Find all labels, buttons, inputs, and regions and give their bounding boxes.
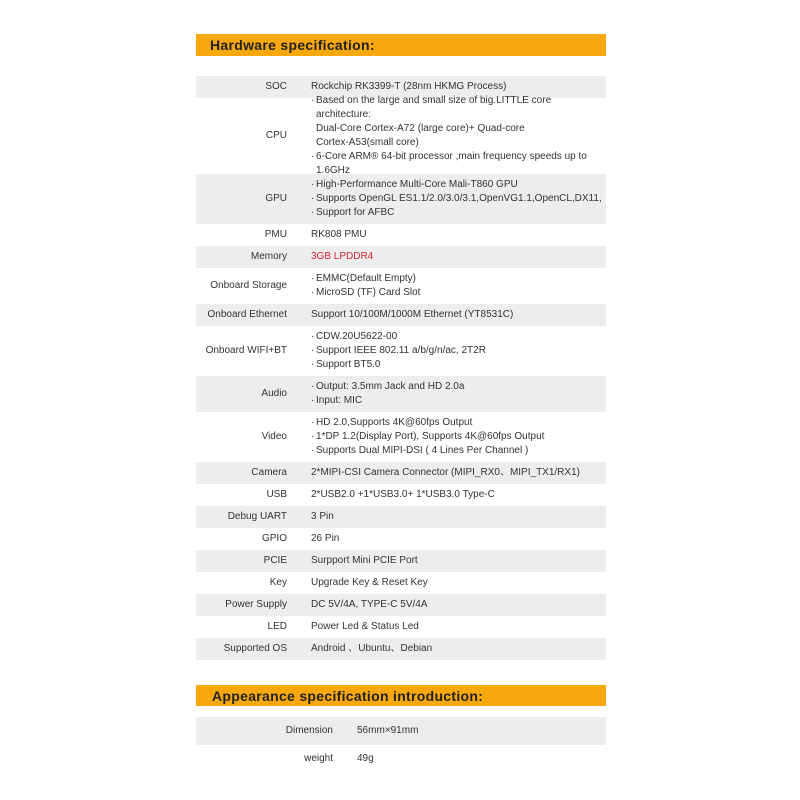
- spec-value-line: Surpport Mini PCIE Port: [311, 555, 418, 566]
- spec-value-line: · Input: MIC: [311, 394, 606, 408]
- spec-value-line: · Support for AFBC: [311, 206, 606, 220]
- spec-value: [295, 174, 606, 224]
- spec-value-line: Dual-Core Cortex-A72 (large core)+ Quad-core: [316, 123, 525, 134]
- spec-value: [295, 376, 606, 412]
- spec-value-line: 3GB LPDDR4: [311, 251, 374, 262]
- spec-label: CPU: [265, 130, 287, 141]
- spec-value: [295, 268, 606, 304]
- spec-value-line: Support 10/100M/1000M Ethernet (YT8531C): [311, 309, 514, 320]
- spec-label: SOC: [265, 81, 287, 92]
- spec-value: [341, 745, 606, 773]
- hardware-spec-table: [196, 76, 606, 660]
- spec-row-pcie: [196, 550, 606, 572]
- spec-label: Video: [261, 431, 287, 442]
- spec-label: GPU: [265, 193, 287, 204]
- spec-row-pmu: [196, 224, 606, 246]
- spec-row-onboard-storage: [196, 268, 606, 304]
- spec-label: Audio: [261, 388, 287, 399]
- spec-value-line: · EMMC(Default Empty): [311, 272, 606, 286]
- spec-row-cpu: [196, 95, 606, 176]
- spec-value-line: · Output: 3.5mm Jack and HD 2.0a: [311, 380, 606, 394]
- spec-value-line: · Supports OpenGL ES1.1/2.0/3.0/3.1,OpenVG1.1,OpenCL,DX11,: [311, 192, 606, 206]
- spec-value: [295, 528, 606, 550]
- spec-row-power-supply: [196, 594, 606, 616]
- spec-value: [295, 462, 606, 484]
- spec-value: [295, 638, 606, 660]
- spec-value-line: · MicroSD (TF) Card Slot: [311, 286, 606, 300]
- spec-label: weight: [304, 753, 333, 764]
- spec-label: Onboard Ethernet: [207, 309, 287, 320]
- spec-value: [295, 95, 606, 176]
- spec-value: [295, 304, 606, 326]
- spec-label: LED: [267, 621, 287, 632]
- appearance-spec-banner: [196, 685, 606, 706]
- spec-value: [295, 550, 606, 572]
- hardware-spec-banner: [196, 34, 606, 56]
- spec-value: [295, 506, 606, 528]
- spec-label: Camera: [251, 467, 287, 478]
- spec-row-usb: [196, 484, 606, 506]
- spec-value-line: · High-Performance Multi-Core Mali-T860 GPU: [311, 178, 606, 192]
- spec-value-line: 2*MIPI-CSI Camera Connector (MIPI_RX0、MIPI_TX1/RX1): [311, 467, 580, 478]
- spec-value-line: 2*USB2.0 +1*USB3.0+ 1*USB3.0 Type-C: [311, 489, 495, 500]
- spec-label: GPIO: [261, 533, 287, 544]
- spec-row-memory: [196, 246, 606, 268]
- spec-value-line: Upgrade Key & Reset Key: [311, 577, 428, 588]
- spec-label: Onboard WIFI+BT: [205, 345, 287, 356]
- spec-value-line: 49g: [357, 753, 374, 764]
- spec-row-camera: [196, 462, 606, 484]
- spec-label: Debug UART: [227, 511, 287, 522]
- spec-label: Key: [269, 577, 287, 588]
- spec-value: [295, 594, 606, 616]
- spec-value-line: Android 、Ubuntu、Debian: [311, 643, 433, 654]
- spec-row-video: [196, 412, 606, 462]
- spec-value: [295, 484, 606, 506]
- spec-value-line: Power Led & Status Led: [311, 621, 419, 632]
- spec-value: [295, 246, 606, 268]
- spec-row-key: [196, 572, 606, 594]
- spec-value-line: Cortex-A53(small core): [316, 137, 419, 148]
- spec-value: [295, 224, 606, 246]
- appearance-spec-table: [196, 717, 606, 773]
- spec-value-line: · Support BT5.0: [311, 358, 606, 372]
- spec-row-debug-uart: [196, 506, 606, 528]
- spec-value-line: · Support IEEE 802.11 a/b/g/n/ac, 2T2R: [311, 344, 606, 358]
- spec-row-supported-os: [196, 638, 606, 660]
- spec-row-audio: [196, 376, 606, 412]
- spec-row-gpio: [196, 528, 606, 550]
- spec-value: [341, 717, 606, 745]
- spec-label: Supported OS: [223, 643, 287, 654]
- spec-row-gpu: [196, 174, 606, 224]
- spec-value-line: · Supports Dual MIPI-DSI ( 4 Lines Per Channel ): [311, 444, 606, 458]
- spec-value-line: 3 Pin: [311, 511, 334, 522]
- spec-label: Dimension: [285, 725, 333, 736]
- spec-value-line: · CDW.20U5622-00: [311, 330, 606, 344]
- spec-value: [295, 572, 606, 594]
- spec-row-onboard-ethernet: [196, 304, 606, 326]
- spec-value-line: RK808 PMU: [311, 229, 367, 240]
- hardware-spec-title: Hardware specification:: [210, 37, 375, 53]
- spec-value-line: · 6-Core ARM® 64-bit processor ,main frequency speeds up to: [311, 150, 606, 164]
- spec-value: [295, 326, 606, 376]
- spec-value-line: · HD 2.0,Supports 4K@60fps Output: [311, 416, 606, 430]
- spec-value-line: 26 Pin: [311, 533, 340, 544]
- spec-value-line: DC 5V/4A, TYPE-C 5V/4A: [311, 599, 428, 610]
- spec-label: Power Supply: [225, 599, 287, 610]
- spec-label: Onboard Storage: [210, 280, 287, 291]
- spec-label: Memory: [250, 251, 287, 262]
- spec-value-line: · Based on the large and small size of big.LITTLE core architecture:: [311, 94, 606, 122]
- spec-row-onboard-wifi-bt: [196, 326, 606, 376]
- spec-label: USB: [266, 489, 287, 500]
- spec-value-line: · 1*DP 1.2(Display Port), Supports 4K@60fps Output: [311, 430, 606, 444]
- appearance-spec-title: Appearance specification introduction:: [212, 687, 484, 704]
- spec-row-led: [196, 616, 606, 638]
- spec-label: PCIE: [263, 555, 287, 566]
- spec-label: PMU: [264, 229, 287, 240]
- spec-row-weight: [196, 745, 606, 773]
- spec-value: [295, 412, 606, 462]
- spec-value-line: 1.6GHz: [316, 165, 350, 176]
- spec-value-line: 56mm×91mm: [357, 725, 419, 736]
- spec-value: [295, 616, 606, 638]
- spec-value-line: Rockchip RK3399-T (28nm HKMG Process): [311, 81, 507, 92]
- spec-row-dimension: [196, 717, 606, 745]
